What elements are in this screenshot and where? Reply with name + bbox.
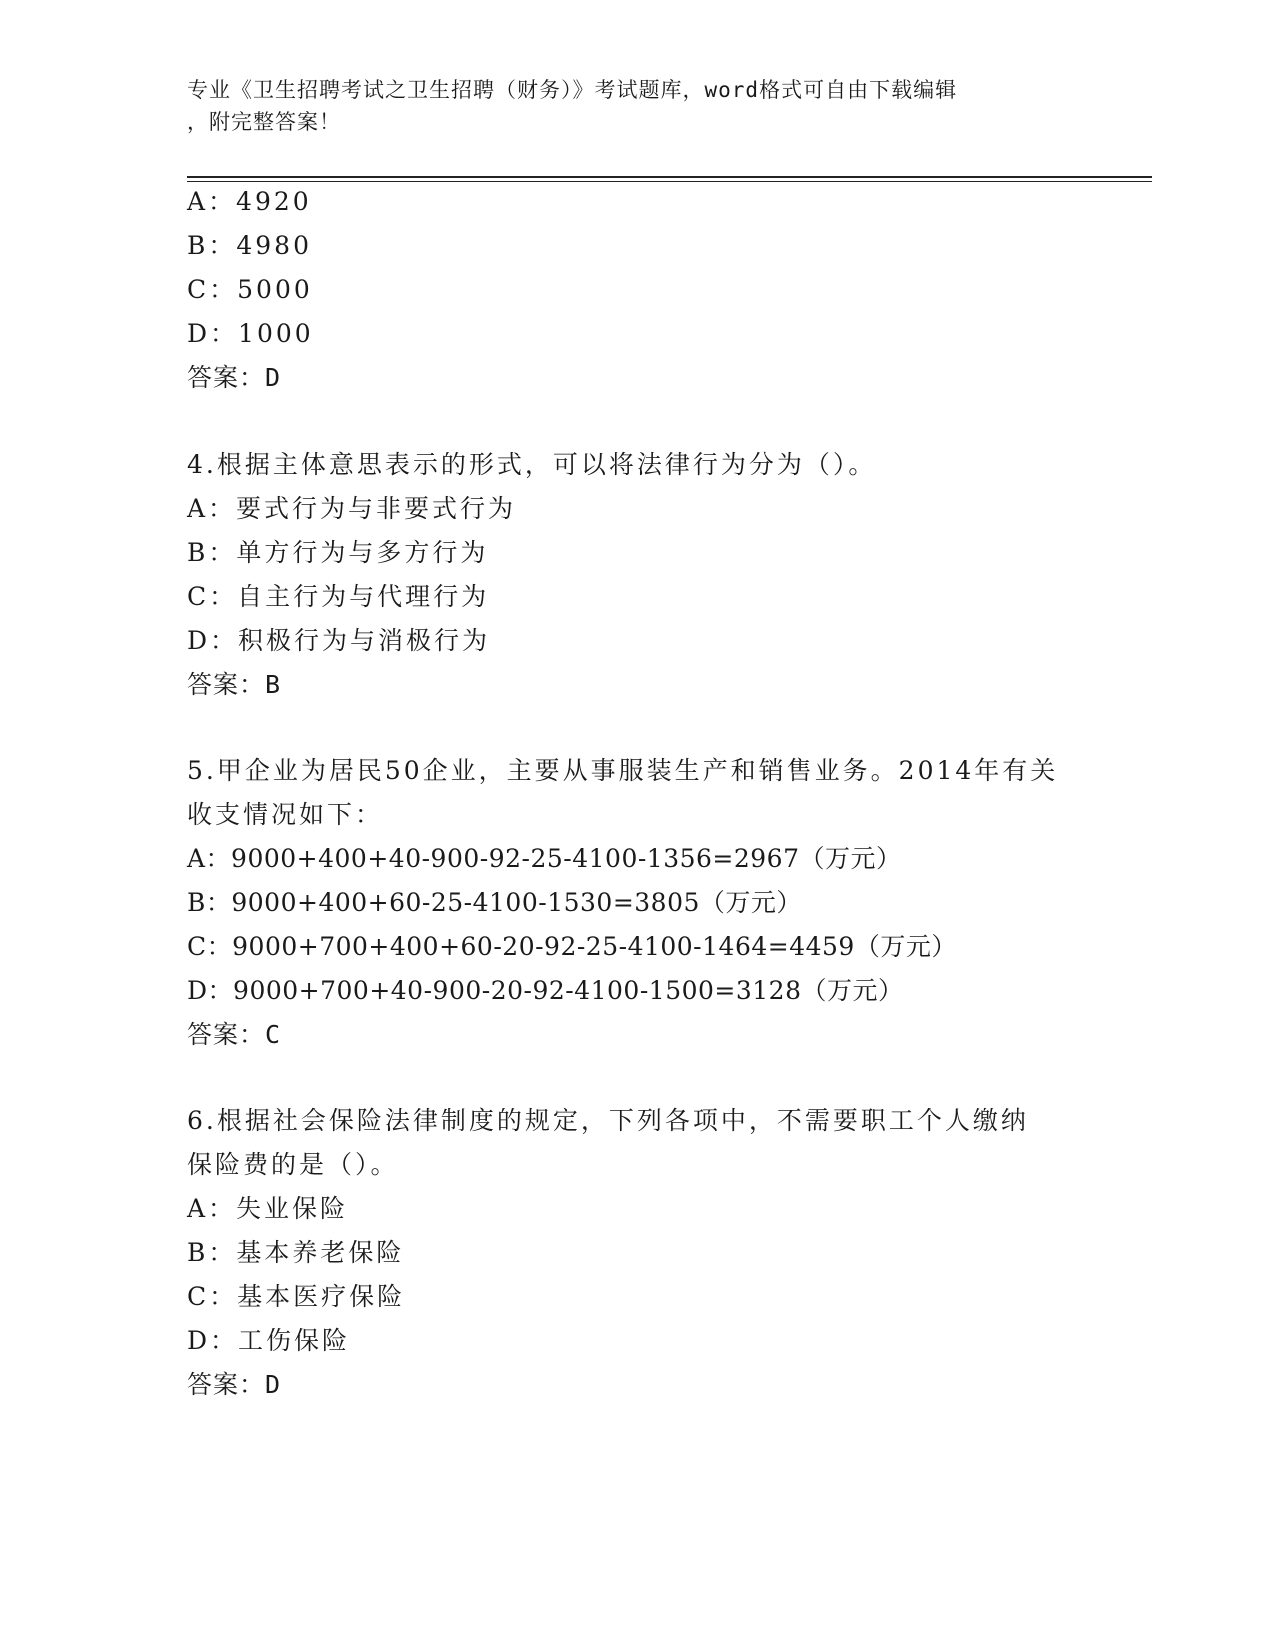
header-divider-thick [187, 176, 1152, 178]
q5-option-a: A：9000+400+40-900-92-25-4100-1356=2967（万元） [187, 844, 902, 873]
document-header [187, 74, 1087, 138]
q4-option-b: B：单方行为与多方行为 [187, 538, 489, 567]
q6-option-d: D：工伤保险 [187, 1326, 351, 1355]
q4-option-a: A：要式行为与非要式行为 [187, 494, 517, 523]
q3-option-c: C：5000 [187, 275, 313, 304]
q6-option-b: B：基本养老保险 [187, 1238, 405, 1267]
q6-option-c: C：基本医疗保险 [187, 1282, 406, 1311]
q5-stem-line-1: 5.甲企业为居民50企业，主要从事服装生产和销售业务。2014年有关 [187, 756, 1059, 785]
q6-answer: 答案：D [187, 1370, 282, 1399]
q3-answer: 答案：D [187, 363, 282, 392]
q4-stem-line-1: 4.根据主体意思表示的形式，可以将法律行为分为（）。 [187, 450, 877, 479]
q5-option-b: B：9000+400+60-25-4100-1530=3805（万元） [187, 888, 802, 917]
q4-option-d: D：积极行为与消极行为 [187, 626, 491, 655]
q5-option-c: C：9000+700+400+60-20-92-25-4100-1464=4459（万元） [187, 932, 957, 961]
q4-answer: 答案：B [187, 670, 282, 699]
q3-option-d: D：1000 [187, 319, 314, 348]
q6-stem-line-1: 6.根据社会保险法律制度的规定，下列各项中，不需要职工个人缴纳 [187, 1106, 1029, 1135]
header-line-2: ，附完整答案！ [187, 110, 341, 134]
header-divider-thin [187, 181, 1152, 182]
q4-option-c: C：自主行为与代理行为 [187, 582, 490, 611]
header-line-1: 专业《卫生招聘考试之卫生招聘（财务）》考试题库，word格式可自由下载编辑 [187, 78, 958, 102]
q3-option-b: B：4980 [187, 231, 312, 260]
q5-answer: 答案：C [187, 1020, 282, 1049]
q6-stem-line-2: 保险费的是（）。 [187, 1150, 399, 1179]
q5-stem-line-2: 收支情况如下： [187, 800, 384, 829]
q3-option-a: A：4920 [187, 187, 312, 216]
q6-option-a: A：失业保险 [187, 1194, 349, 1223]
q5-option-d: D：9000+700+40-900-20-92-4100-1500=3128（万元） [187, 976, 904, 1005]
